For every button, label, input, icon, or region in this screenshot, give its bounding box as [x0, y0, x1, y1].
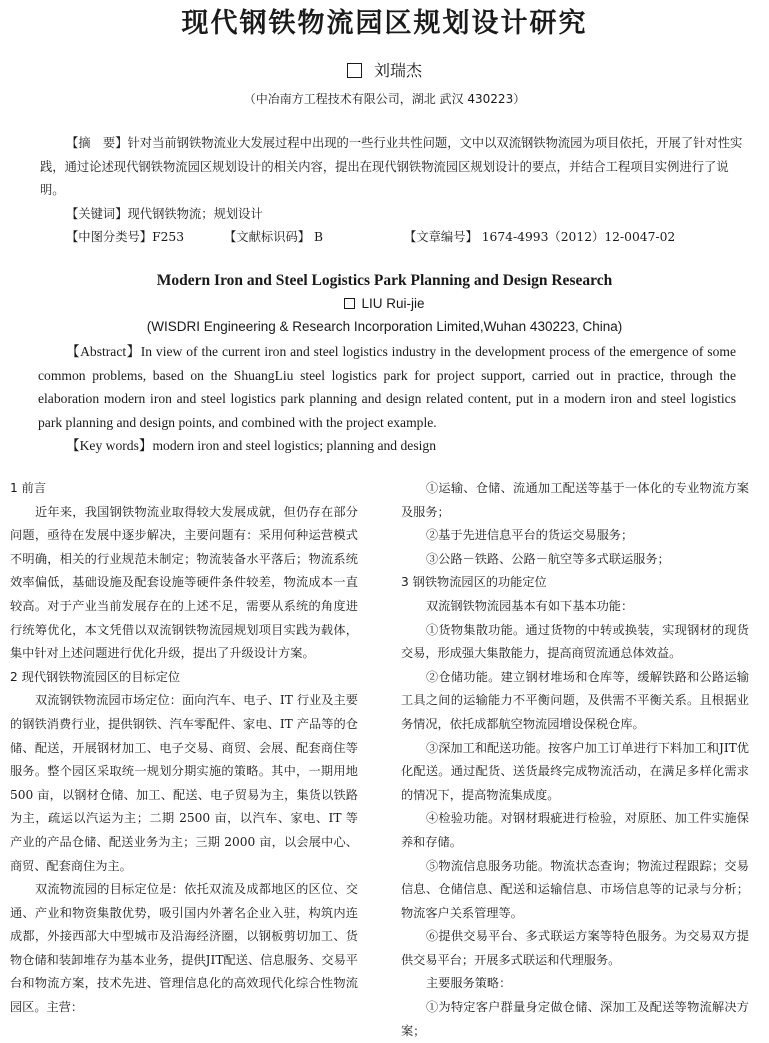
section-heading: 1 前言 — [10, 481, 47, 495]
author-affiliation: （中冶南方工程技术有限公司，湖北 武汉 430223） — [243, 92, 526, 106]
list-item: ④检验功能。对钢材瑕疵进行检验，对原胚、加工件实施保养和存储。 — [401, 811, 749, 849]
chinese-abstract: 【摘 要】针对当前钢铁物流业大发展过程中出现的一些行业共性问题，文中以双流钢铁物流园为项目依托，开展了针对性实践，通过论述现代钢铁物流园区规划设计的相关内容，提出在现代钢铁物流园区规划设计的要点，并结合工程项目实例进行了说明。 — [40, 136, 743, 197]
body-paragraph: 双流钢铁物流园基本有如下基本功能： — [426, 598, 634, 613]
clc-number: 【中图分类号】F253 — [66, 230, 185, 244]
english-abstract-block — [38, 340, 736, 458]
english-keywords: 【Key words】modern iron and steel logistics; planning and design — [66, 438, 436, 454]
body-paragraph: 近年来，我国钢铁物流业取得较大发展成就，但仍存在部分问题，亟待在发展中逐步解决，主要问题有：采用何种运营模式不明确，相关的行业规范未制定；物流装备水平落后；物流系统效率偏低，基础设施及配套设施等硬件条件较差，物流成本一直较高。对于产业当前发展存在的上述不足，需要从系统的角度进行统筹优化，本文凭借以双流钢铁物流园规划项目实践为载体，集中针对上述问题进行优化升级，提出了升级设计方案。 — [10, 504, 358, 661]
list-item: ⑥提供交易平台、多式联运方案等特色服务。为交易双方提供交易平台；开展多式联运和代理服务。 — [401, 929, 749, 967]
left-column — [10, 477, 358, 1020]
english-affiliation: (WISDRI Engineering & Research Incorporation Limited,Wuhan 430223, China) — [146, 319, 623, 334]
body-paragraph: 主要服务策略： — [426, 976, 512, 991]
list-item: ③深加工和配送功能。按客户加工订单进行下料加工和JIT优化配送。通过配货、送货最终完成物流活动，在满足多样化需求的情况下，提高物流集成度。 — [401, 740, 749, 802]
english-author-name: LIU Rui-jie — [361, 296, 425, 311]
list-item: ②基于先进信息平台的货运交易服务； — [426, 528, 634, 543]
chinese-abstract-block — [40, 132, 746, 250]
author-box-icon — [347, 63, 362, 78]
section-heading: 2 现代钢铁物流园区的目标定位 — [10, 669, 181, 684]
english-abstract: 【Abstract】In view of the current iron and steel logistics industry in the development process of the emergence of some common problems, based on the ShuangLiu steel logistics park for project support, carried out in practice, through the elaboration modern iron and steel logistics park planning and design related content, put in a modern iron and steel logistics park planning and design points, and combined with the project example. — [38, 344, 736, 430]
list-item: ①货物集散功能。通过货物的中转或换装，实现钢材的现货交易，形成强大集散能力，提高商贸流通总体效益。 — [401, 622, 749, 661]
english-author-box-icon — [344, 298, 355, 309]
chinese-keywords: 【关键词】现代钢铁物流；规划设计 — [66, 206, 263, 221]
list-item: ②仓储功能。建立钢材堆场和仓库等，缓解铁路和公路运输工具之间的运输能力不平衡问题，及供需不平衡关系。且根据业务情况，依托成都航空物流园增设保税仓库。 — [401, 669, 749, 731]
english-author-line — [0, 294, 769, 314]
list-item: ⑤物流信息服务功能。物流状态查询；物流过程跟踪；交易信息、仓储信息、配送和运输信息、市场信息等的记录与分析；物流客户关系管理等。 — [401, 858, 749, 920]
document-code: 【文献标识码】 B — [224, 230, 324, 244]
paper-title: 现代钢铁物流园区规划设计研究 — [181, 8, 588, 39]
list-item: ①为特定客户群量身定做仓储、深加工及配送等物流解决方案； — [401, 1000, 749, 1038]
body-paragraph: 双流钢铁物流园市场定位：面向汽车、电子、IT 行业及主要的钢铁消费行业，提供钢铁、汽车零配件、家电、IT 产品等的仓储、配送，开展钢材加工、电子交易、商贸、会展、配套商住等服务。整个园区采取统一规划分期实施的策略。其中，一期用地 500 亩，以钢材仓储、加工、配送、电子贸易为主，集货以铁路为主，疏运以汽运为主；二期 2500 亩，以汽车、家电、IT 等产业的产品仓储、配送业务为主；三期 2000 亩，以会展中心、商贸、配套商住为主。 — [10, 693, 358, 873]
english-title: Modern Iron and Steel Logistics Park Planning and Design Research — [156, 272, 613, 289]
author-name: 刘瑞杰 — [373, 61, 422, 80]
list-item: ③公路－铁路、公路－航空等多式联运服务； — [426, 551, 670, 566]
article-number: 【文章编号】 1674-4993（2012）12-0047-02 — [404, 230, 676, 244]
author-line — [0, 60, 769, 82]
list-item: ①运输、仓储、流通加工配送等基于一体化的专业物流方案及服务； — [401, 481, 749, 519]
section-heading: 3 钢铁物流园区的功能定位 — [401, 575, 547, 590]
classification-line — [40, 226, 746, 250]
body-paragraph: 双流物流园的目标定位是：依托双流及成都地区的区位、交通、产业和物资集散优势，吸引国内外著名企业入驻，构筑内连成都，外接西部大中型城市及沿海经济圈，以钢板剪切加工、货物仓储和装卸堆存为基本业务，提供JIT配送、信息服务、交易平台和物流方案，技术先进、管理信息化的高效现代化综合性物流园区。主营： — [10, 882, 358, 1015]
right-column — [401, 477, 749, 1043]
